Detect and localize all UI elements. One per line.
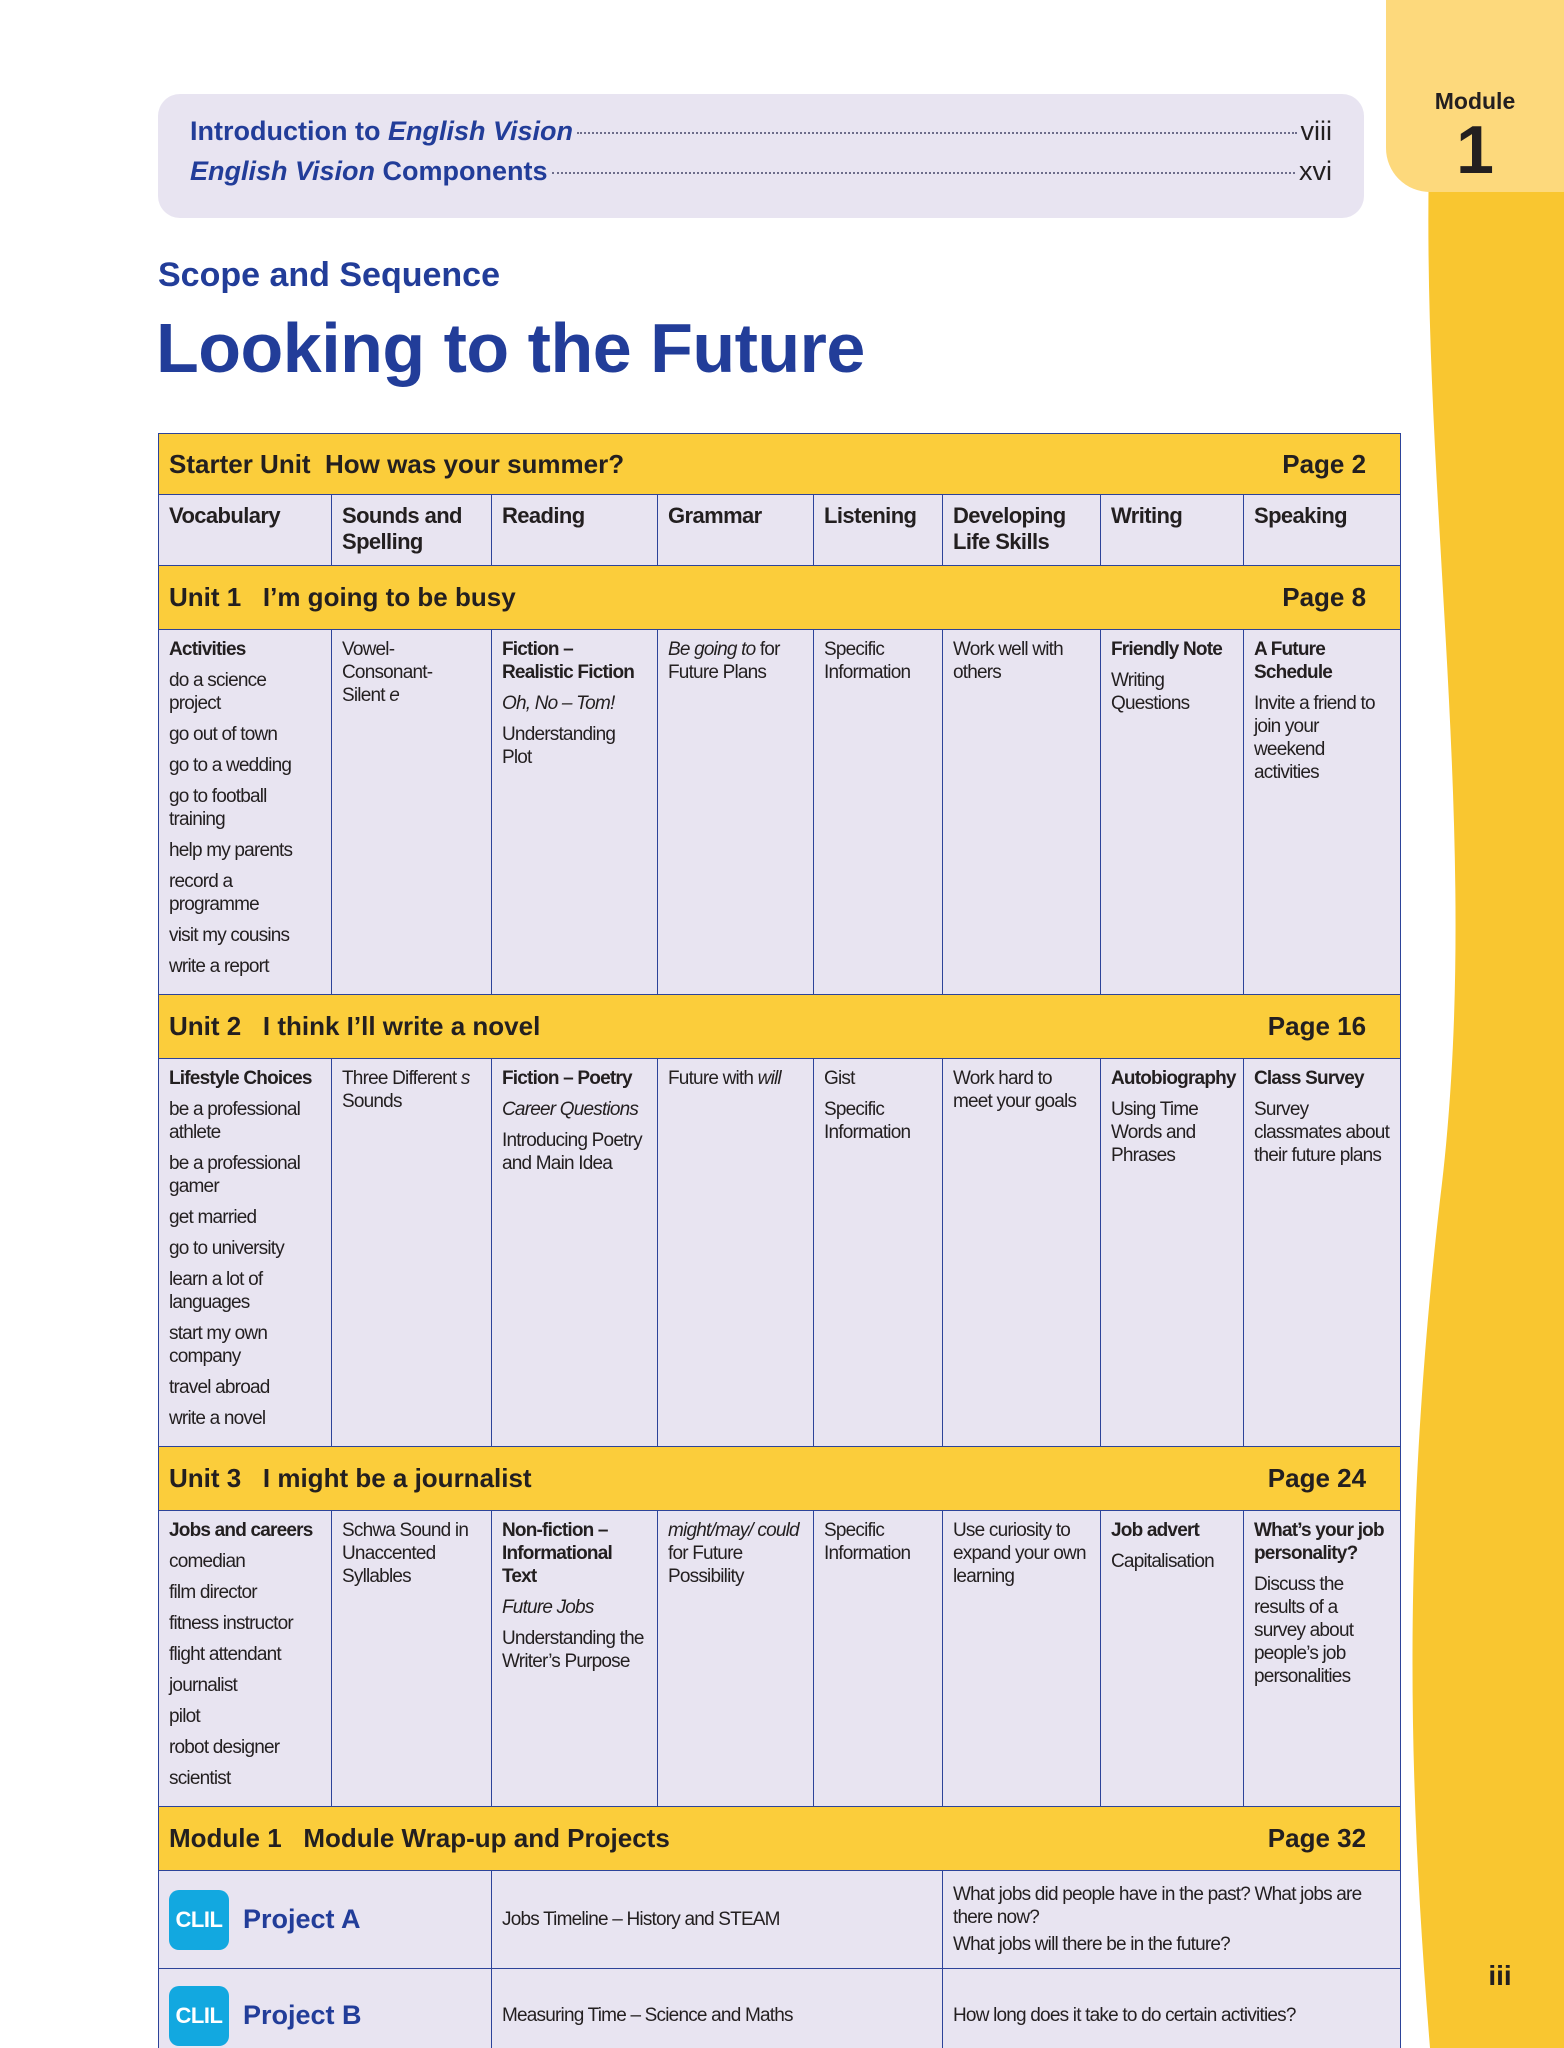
- unit-1-vocabulary: Activities do a science project go out of town go to a wedding go to football training help my parents record a programme visit my cousins write a report: [159, 630, 332, 995]
- vocab-item: pilot: [169, 1706, 200, 1727]
- column-header-row: [159, 495, 1401, 566]
- unit-1-content-row: [159, 630, 1401, 995]
- header-vocabulary: Vocabulary: [159, 495, 332, 566]
- unit-1-band: [159, 566, 1401, 630]
- vocab-item: robot designer: [169, 1737, 280, 1758]
- unit-2-page: Page 16: [1267, 1011, 1367, 1041]
- toc-entry-title: English Vision Components: [190, 156, 548, 186]
- vocab-item: be a professional gamer: [169, 1153, 301, 1197]
- module-number: 1: [1456, 112, 1494, 188]
- project-a-row: [159, 1871, 1401, 1969]
- unit-2-life-skills: Work hard to meet your goals: [943, 1059, 1101, 1447]
- unit-3-life-skills: Use curiosity to expand your own learning: [943, 1511, 1101, 1807]
- vocab-item: learn a lot of languages: [169, 1269, 263, 1313]
- unit-2-title: Unit 2 I think I’ll write a novel: [169, 1011, 541, 1041]
- wrapup-title: Module 1 Module Wrap-up and Projects: [169, 1823, 670, 1853]
- unit-1-listening: Specific Information: [814, 630, 943, 995]
- toc-entry-page: viii: [1300, 116, 1332, 146]
- project-a-name-cell: [159, 1871, 492, 1969]
- unit-3-title: Unit 3 I might be a journalist: [169, 1463, 532, 1493]
- page-number: iii: [1488, 1960, 1512, 1991]
- project-b-name-cell: [159, 1969, 492, 2048]
- project-b-questions: How long does it take to do certain activities?: [943, 1969, 1401, 2048]
- vocab-item: flight attendant: [169, 1644, 281, 1665]
- unit-2-writing: Autobiography Using Time Words and Phrases: [1101, 1059, 1244, 1447]
- vocab-item: help my parents: [169, 840, 293, 861]
- unit-2-vocabulary: Lifestyle Choices be a professional athlete be a professional gamer get married go to university learn a lot of languages start my own company travel abroad write a novel: [159, 1059, 332, 1447]
- vocab-item: write a report: [169, 956, 269, 977]
- vocab-item: film director: [169, 1582, 257, 1603]
- starter-unit-page: Page 2: [1282, 448, 1367, 479]
- toc-entry-title: Introduction to English Vision: [190, 116, 573, 146]
- vocab-item: travel abroad: [169, 1377, 270, 1398]
- toc-leader-dots: [577, 132, 1297, 134]
- header-speaking: Speaking: [1244, 495, 1401, 566]
- vocab-item: fitness instructor: [169, 1613, 293, 1634]
- header-writing: Writing: [1101, 495, 1244, 566]
- wrapup-band: [159, 1807, 1401, 1871]
- project-b-row: [159, 1969, 1401, 2048]
- vocab-item: go out of town: [169, 724, 278, 745]
- unit-3-content-row: [159, 1511, 1401, 1807]
- unit-1-reading: Fiction – Realistic Fiction Oh, No – Tom! Understanding Plot: [492, 630, 658, 995]
- vocab-item: record a programme: [169, 871, 259, 915]
- clil-badge-icon: CLIL: [169, 1890, 229, 1950]
- unit-2-grammar: Future with will: [658, 1059, 814, 1447]
- unit-1-speaking: A Future Schedule Invite a friend to join your weekend activities: [1244, 630, 1401, 995]
- project-b-topic: Measuring Time – Science and Maths: [492, 1969, 943, 2048]
- unit-1-writing: Friendly Note Writing Questions: [1101, 630, 1244, 995]
- project-a-questions: What jobs did people have in the past? What jobs are there now? What jobs will there be in the future?: [943, 1871, 1401, 1969]
- page-title: Looking to the Future: [156, 309, 865, 387]
- unit-2-listening: Gist Specific Information: [814, 1059, 943, 1447]
- vocab-item: comedian: [169, 1551, 245, 1572]
- header-life-skills: Developing Life Skills: [943, 495, 1101, 566]
- scope-sequence-table: [158, 433, 1401, 2048]
- unit-3-band: [159, 1447, 1401, 1511]
- unit-1-life-skills: Work well with others: [943, 630, 1101, 995]
- unit-3-writing: Job advert Capitalisation: [1101, 1511, 1244, 1807]
- vocab-item: go to a wedding: [169, 755, 292, 776]
- wrapup-page: Page 32: [1267, 1823, 1367, 1853]
- header-reading: Reading: [492, 495, 658, 566]
- unit-1-grammar: Be going to for Future Plans: [658, 630, 814, 995]
- vocab-item: go to university: [169, 1238, 284, 1259]
- starter-unit-title: Starter Unit How was your summer?: [169, 448, 625, 479]
- header-listening: Listening: [814, 495, 943, 566]
- unit-2-speaking: Class Survey Survey classmates about their future plans: [1244, 1059, 1401, 1447]
- vocab-item: write a novel: [169, 1408, 266, 1429]
- intro-toc-box: [158, 94, 1364, 218]
- toc-entry-introduction[interactable]: [190, 116, 1332, 156]
- unit-3-page: Page 24: [1267, 1463, 1367, 1493]
- module-label: Module: [1434, 88, 1516, 114]
- header-grammar: Grammar: [658, 495, 814, 566]
- unit-3-reading: Non-fiction – Informational Text Future Jobs Understanding the Writer’s Purpose: [492, 1511, 658, 1807]
- vocab-item: start my own company: [169, 1323, 268, 1367]
- unit-2-sounds: Three Different s Sounds: [332, 1059, 492, 1447]
- unit-2-band: [159, 995, 1401, 1059]
- clil-badge-icon: CLIL: [169, 1986, 229, 2046]
- project-a-name: Project A: [243, 1904, 361, 1934]
- vocab-item: go to football training: [169, 786, 267, 830]
- unit-3-speaking: What’s your job personality? Discuss the results of a survey about people’s job personalities: [1244, 1511, 1401, 1807]
- vocab-item: do a science project: [169, 670, 267, 714]
- unit-2-reading: Fiction – Poetry Career Questions Introducing Poetry and Main Idea: [492, 1059, 658, 1447]
- toc-entry-components[interactable]: [190, 156, 1332, 196]
- unit-3-sounds: Schwa Sound in Unaccented Syllables: [332, 1511, 492, 1807]
- vocab-item: visit my cousins: [169, 925, 290, 946]
- starter-unit-band: [159, 434, 1401, 495]
- header-sounds-spelling: Sounds and Spelling: [332, 495, 492, 566]
- unit-3-vocabulary: Jobs and careers comedian film director fitness instructor flight attendant journalist pilot robot designer scientist: [159, 1511, 332, 1807]
- scope-heading: Scope and Sequence: [158, 256, 500, 294]
- side-yellow-band: [1380, 0, 1564, 2048]
- unit-1-title: Unit 1 I’m going to be busy: [169, 582, 516, 612]
- project-a-topic: Jobs Timeline – History and STEAM: [492, 1871, 943, 1969]
- unit-3-listening: Specific Information: [814, 1511, 943, 1807]
- vocab-item: journalist: [169, 1675, 238, 1696]
- vocab-item: scientist: [169, 1768, 231, 1789]
- unit-1-page: Page 8: [1282, 582, 1367, 612]
- vocab-item: be a professional athlete: [169, 1099, 301, 1143]
- unit-2-content-row: [159, 1059, 1401, 1447]
- toc-entry-page: xvi: [1299, 156, 1332, 186]
- unit-3-grammar: might/may/ could for Future Possibility: [658, 1511, 814, 1807]
- project-b-name: Project B: [243, 2000, 362, 2030]
- toc-leader-dots: [552, 172, 1295, 174]
- unit-1-sounds: Vowel-Consonant- Silent e: [332, 630, 492, 995]
- vocab-item: get married: [169, 1207, 257, 1228]
